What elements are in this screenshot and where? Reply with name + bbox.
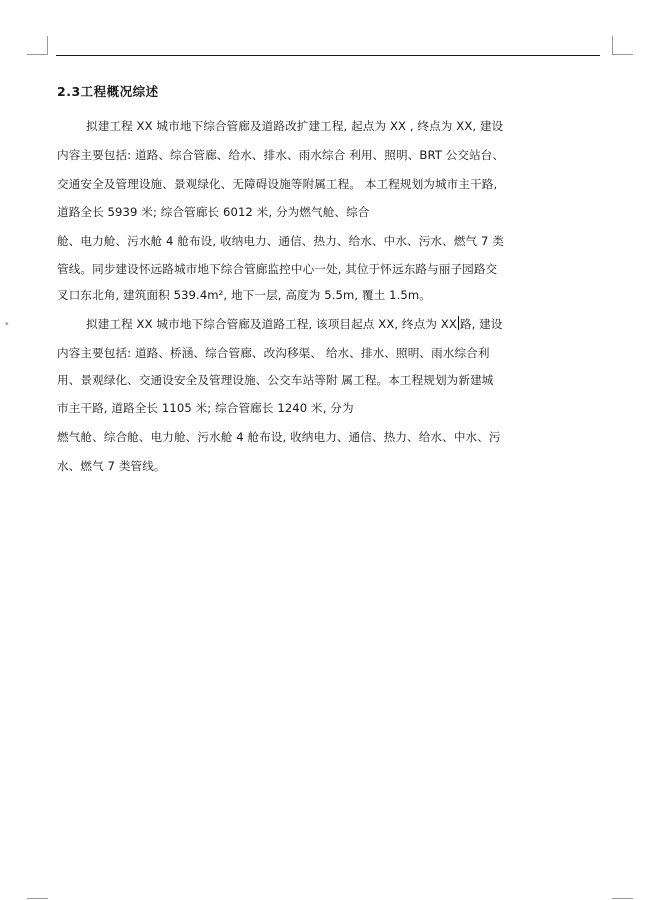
paragraph-1-line-2[interactable]: 内容主要包括: 道路、综合管廊、给水、排水、雨水综合 利用、照明、BRT 公交站台、: [57, 148, 505, 162]
header-rule: [56, 55, 600, 56]
paragraph-2-line-1-text: 拟建工程 XX 城市地下综合管廊及道路工程, 该项目起点 XX, 终点为 XX: [86, 317, 457, 331]
paragraph-2-line-2[interactable]: 内容主要包括: 道路、桥涵、综合管廊、改沟移渠、 给水、排水、照明、雨水综合利: [57, 346, 490, 360]
crop-mark-bottom-right: [612, 898, 633, 899]
paragraph-2-line-3[interactable]: 用、景观绿化、交通设安全及管理设施、公交车站等附 属工程。本工程规划为新建城: [57, 373, 494, 387]
paragraph-1-line-6[interactable]: 管线。同步建设怀远路城市地下综合管廊监控中心一处, 其位于怀远东路与丽子园路交: [57, 262, 498, 276]
paragraph-2-line-4[interactable]: 市主干路, 道路全长 1105 米; 综合管廊长 1240 米, 分为: [57, 401, 354, 415]
crop-mark-top-left: [47, 36, 48, 55]
crop-mark-bottom-left: [27, 898, 48, 899]
paragraph-1-line-3[interactable]: 交通安全及管理设施、景观绿化、无障碍设施等附属工程。 本工程规划为城市主干路,: [57, 177, 498, 191]
crop-mark-top-right: [612, 36, 613, 55]
paragraph-2-line-5[interactable]: 燃气舱、综合舱、电力舱、污水舱 4 舱布设, 收纳电力、通信、热力、给水、中水、污: [57, 430, 501, 444]
paragraph-2-line-1[interactable]: [86, 316, 503, 332]
paragraph-1-line-5[interactable]: 舱、电力舱、污水舱 4 舱布设, 收纳电力、通信、热力、给水、中水、污水、燃气 7 类: [57, 234, 504, 248]
paragraph-1-line-4[interactable]: 道路全长 5939 米; 综合管廊长 6012 米, 分为燃气舱、综合: [57, 205, 370, 219]
text-cursor: [458, 316, 459, 330]
paragraph-2-line-1-tail: 路, 建设: [459, 317, 503, 331]
crop-mark-top-right: [612, 54, 633, 55]
paragraph-1-line-7[interactable]: 叉口东北角, 建筑面积 539.4m², 地下一层, 高度为 5.5m, 覆土 1.5m。: [57, 288, 431, 302]
crop-mark-top-left: [27, 54, 48, 55]
paragraph-2-line-6[interactable]: 水、燃气 7 类管线。: [57, 459, 166, 473]
paragraph-marker-icon: ▾: [5, 320, 9, 328]
paragraph-1-line-1[interactable]: 拟建工程 XX 城市地下综合管廊及道路改扩建工程, 起点为 XX , 终点为 XX, 建设: [86, 119, 504, 133]
section-heading: 2.3工程概况综述: [57, 84, 159, 99]
